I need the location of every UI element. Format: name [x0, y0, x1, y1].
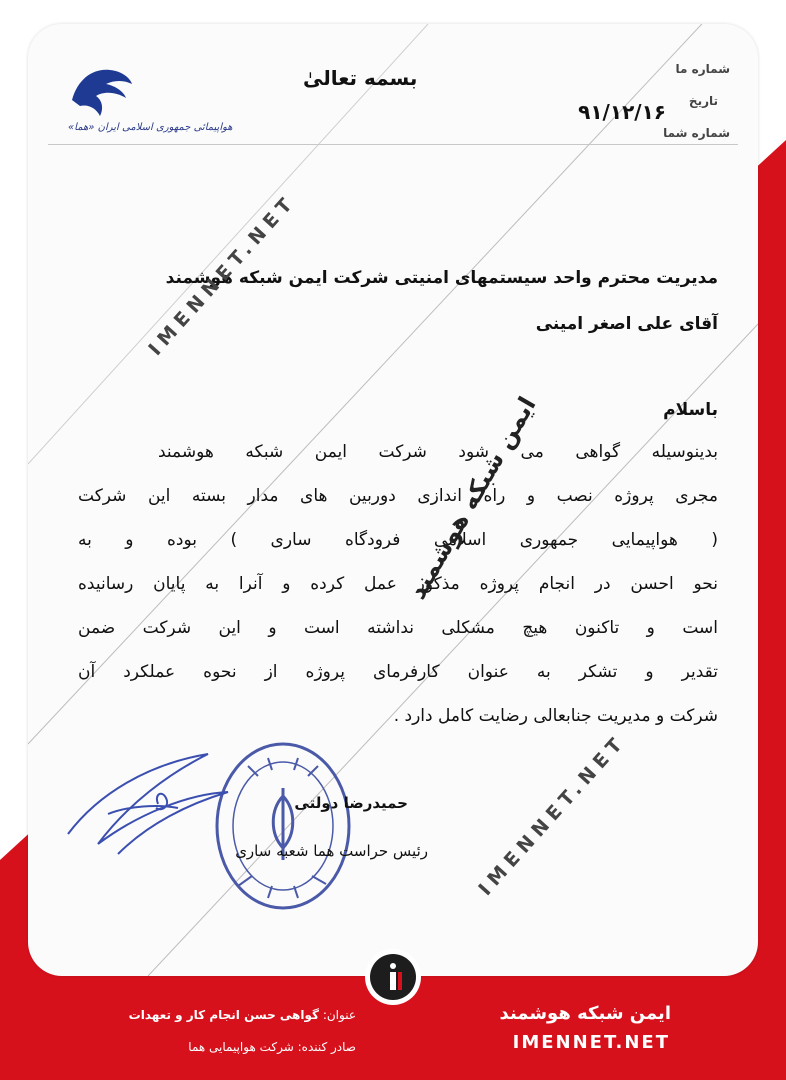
footer-issuer: [188, 1040, 356, 1054]
footer-issuer-label: صادر کننده:: [297, 1040, 356, 1054]
footer-document-title: [129, 1008, 356, 1022]
imennet-badge-icon: [368, 952, 418, 1002]
body-line: نحو احسن در انجام پروژه مذکور عمل کرده و آنرا به پایان رسانیده: [78, 574, 718, 594]
letter-date: ۹۱/۱۲/۱۶: [578, 100, 666, 124]
body-line: است و تاکنون هیچ مشکلی نداشته است و این شرکت ضمن: [78, 618, 718, 638]
signer-title: رئیس حراست هما شعبه ساری: [235, 842, 428, 860]
handwritten-signature-icon: [58, 734, 238, 864]
greeting: باسلام: [663, 400, 718, 420]
body-line: بدینوسیله گواهی می شود شرکت ایمن شبکه هوشمند: [158, 442, 718, 462]
homa-logo-icon: [64, 60, 134, 122]
watermark-site: IMENNET.NET: [144, 190, 301, 360]
recipient-line-1: مدیریت محترم واحد سیستمهای امنیتی شرکت ایمن شبکه هوشمند: [165, 268, 718, 288]
body-line: مجری پروژه نصب و راه اندازی دوربین های مدار بسته این شرکت: [78, 486, 718, 506]
signer-name: حمیدرضا دولتی: [294, 794, 408, 812]
our-number-label: شماره ما: [675, 62, 730, 76]
body-line: ( هواپیمایی جمهوری اسلامی فرودگاه ساری ) بوده و به: [78, 530, 718, 550]
footer-title-label: عنوان:: [322, 1008, 356, 1022]
your-number-label: شماره شما: [663, 126, 730, 140]
body-line: شرکت و مدیریت جنابعالی رضایت کامل دارد .: [393, 706, 718, 726]
basmala-heading: بسمه تعالیٰ: [303, 66, 418, 90]
footer-issuer-value: شرکت هواپیمایی هما: [188, 1040, 294, 1054]
footer-brand-fa: ایمن شبکه هوشمند: [499, 1003, 671, 1024]
letter-page: [28, 24, 758, 976]
watermark-brand: ایمن شبکه هوشمند: [403, 392, 542, 604]
body-line: تقدیر و تشکر به عنوان کارفرمای پروژه از نحوه عملکرد آن: [78, 662, 718, 682]
watermark-site: IMENNET.NET: [474, 730, 631, 900]
footer-title-value: گواهی حسن انجام کار و تعهدات: [128, 1008, 319, 1022]
footer-brand-en: IMENNET.NET: [512, 1032, 670, 1053]
date-label: تاریخ: [688, 94, 718, 108]
logo-caption: هواپیمائی جمهوری اسلامی ایران «هما»: [68, 122, 233, 133]
recipient-line-2: آقای علی اصغر امینی: [535, 314, 718, 334]
header-divider: [48, 144, 738, 145]
